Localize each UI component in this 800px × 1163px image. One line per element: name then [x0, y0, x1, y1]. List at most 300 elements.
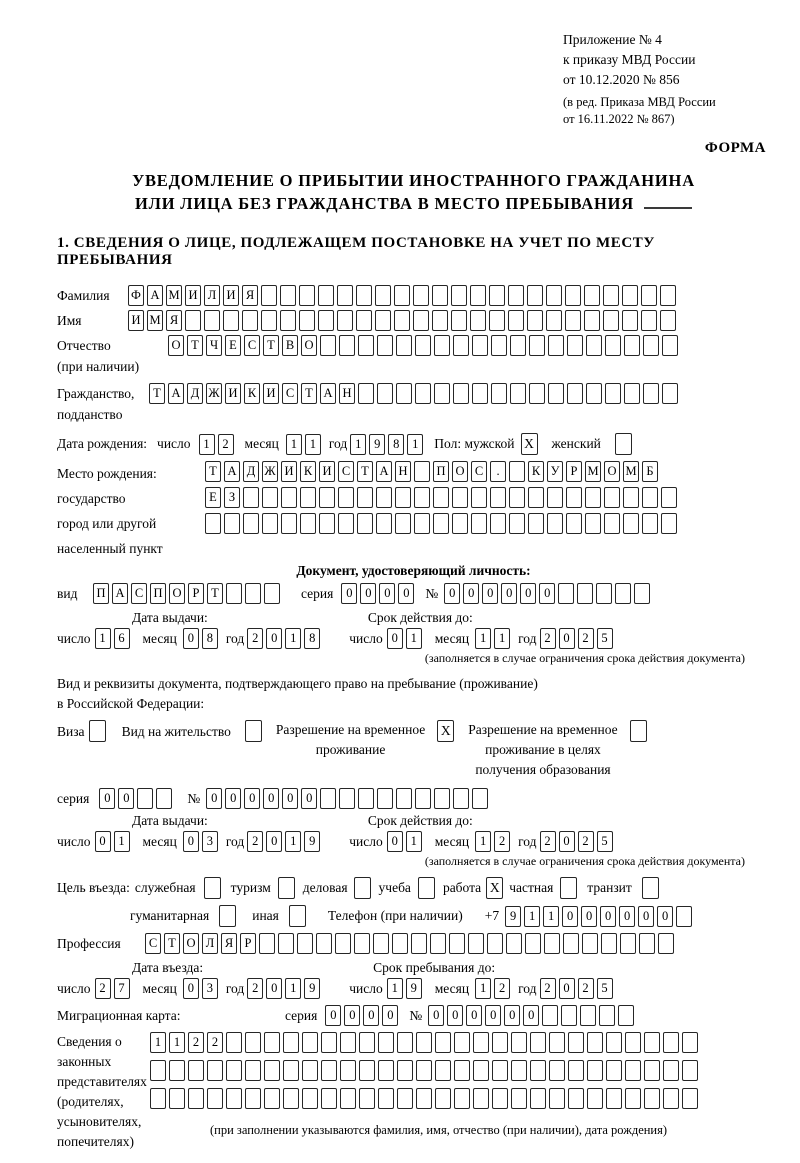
char-box[interactable]: К	[528, 461, 544, 482]
char-box[interactable]: 0	[379, 583, 395, 604]
char-box[interactable]	[430, 933, 446, 954]
char-box[interactable]: М	[585, 461, 601, 482]
char-box[interactable]: 9	[304, 978, 320, 999]
char-box[interactable]	[376, 513, 392, 534]
char-box[interactable]	[264, 1060, 280, 1081]
char-box[interactable]	[337, 285, 353, 306]
char-box[interactable]	[509, 513, 525, 534]
char-box[interactable]	[606, 1060, 622, 1081]
char-box[interactable]	[357, 487, 373, 508]
char-box[interactable]: 9	[369, 434, 385, 455]
char-box[interactable]	[623, 487, 639, 508]
char-box[interactable]	[414, 513, 430, 534]
char-box[interactable]	[492, 1032, 508, 1053]
char-box[interactable]	[565, 285, 581, 306]
char-box[interactable]	[525, 933, 541, 954]
char-box[interactable]: 0	[466, 1005, 482, 1026]
patronymic-field[interactable]	[168, 335, 681, 356]
char-box[interactable]	[339, 788, 355, 809]
char-box[interactable]	[432, 285, 448, 306]
char-box[interactable]	[587, 1088, 603, 1109]
char-box[interactable]	[283, 1060, 299, 1081]
char-box[interactable]	[676, 906, 692, 927]
char-box[interactable]	[434, 335, 450, 356]
char-box[interactable]: 7	[114, 978, 130, 999]
char-box[interactable]	[338, 513, 354, 534]
char-box[interactable]	[565, 310, 581, 331]
sex-female-checkbox[interactable]	[615, 433, 632, 455]
char-box[interactable]: 0	[360, 583, 376, 604]
char-box[interactable]: Д	[187, 383, 203, 404]
char-box[interactable]: 0	[428, 1005, 444, 1026]
char-box[interactable]	[359, 1088, 375, 1109]
char-box[interactable]: 1	[475, 978, 491, 999]
birthplace-field-row3[interactable]	[205, 513, 680, 534]
doc-number-field[interactable]	[444, 583, 653, 604]
char-box[interactable]	[280, 310, 296, 331]
char-box[interactable]	[510, 383, 526, 404]
char-box[interactable]	[397, 1032, 413, 1053]
char-box[interactable]: Ч	[206, 335, 222, 356]
char-box[interactable]	[358, 335, 374, 356]
char-box[interactable]	[620, 933, 636, 954]
char-box[interactable]	[468, 933, 484, 954]
char-box[interactable]	[169, 1060, 185, 1081]
char-box[interactable]	[567, 383, 583, 404]
doc-valid-month-field[interactable]	[475, 628, 513, 649]
char-box[interactable]	[451, 285, 467, 306]
char-box[interactable]: 1	[475, 831, 491, 852]
migcard-series-field[interactable]	[325, 1005, 401, 1026]
char-box[interactable]	[625, 1060, 641, 1081]
char-box[interactable]	[262, 487, 278, 508]
char-box[interactable]: 2	[578, 831, 594, 852]
char-box[interactable]: 1	[285, 831, 301, 852]
char-box[interactable]	[567, 335, 583, 356]
surname-field[interactable]	[128, 285, 679, 306]
permit-valid-year-field[interactable]	[540, 831, 616, 852]
char-box[interactable]	[359, 1060, 375, 1081]
char-box[interactable]: 1	[524, 906, 540, 927]
char-box[interactable]	[375, 310, 391, 331]
char-box[interactable]	[663, 1088, 679, 1109]
char-box[interactable]	[529, 335, 545, 356]
permit-issue-month-field[interactable]	[183, 831, 221, 852]
char-box[interactable]	[604, 487, 620, 508]
char-box[interactable]	[259, 933, 275, 954]
char-box[interactable]	[453, 335, 469, 356]
char-box[interactable]	[472, 335, 488, 356]
char-box[interactable]	[416, 1060, 432, 1081]
char-box[interactable]: 0	[562, 906, 578, 927]
char-box[interactable]: 0	[520, 583, 536, 604]
char-box[interactable]: С	[131, 583, 147, 604]
char-box[interactable]	[226, 1088, 242, 1109]
char-box[interactable]	[321, 1060, 337, 1081]
char-box[interactable]	[150, 1060, 166, 1081]
char-box[interactable]: Т	[187, 335, 203, 356]
char-box[interactable]: 0	[581, 906, 597, 927]
doc-issue-month-field[interactable]	[183, 628, 221, 649]
char-box[interactable]	[599, 1005, 615, 1026]
char-box[interactable]	[625, 1088, 641, 1109]
char-box[interactable]: 0	[263, 788, 279, 809]
char-box[interactable]	[414, 461, 430, 482]
char-box[interactable]: 0	[266, 628, 282, 649]
doc-valid-day-field[interactable]	[387, 628, 425, 649]
char-box[interactable]	[509, 461, 525, 482]
char-box[interactable]	[658, 933, 674, 954]
char-box[interactable]	[454, 1088, 470, 1109]
char-box[interactable]: 0	[344, 1005, 360, 1026]
char-box[interactable]	[490, 487, 506, 508]
char-box[interactable]: 5	[597, 628, 613, 649]
temp-residence-checkbox[interactable]: X	[437, 720, 454, 742]
char-box[interactable]	[415, 788, 431, 809]
char-box[interactable]: 8	[388, 434, 404, 455]
char-box[interactable]: Л	[204, 285, 220, 306]
char-box[interactable]	[224, 513, 240, 534]
char-box[interactable]: 0	[482, 583, 498, 604]
char-box[interactable]: Я	[166, 310, 182, 331]
char-box[interactable]: 1	[169, 1032, 185, 1053]
char-box[interactable]: 2	[540, 628, 556, 649]
char-box[interactable]	[283, 1032, 299, 1053]
char-box[interactable]	[435, 1088, 451, 1109]
char-box[interactable]	[434, 383, 450, 404]
char-box[interactable]	[415, 383, 431, 404]
char-box[interactable]	[452, 487, 468, 508]
char-box[interactable]	[321, 1088, 337, 1109]
char-box[interactable]: Ф	[128, 285, 144, 306]
char-box[interactable]	[506, 933, 522, 954]
temp-residence-edu-checkbox[interactable]	[630, 720, 647, 742]
char-box[interactable]	[454, 1060, 470, 1081]
purpose-other-checkbox[interactable]	[289, 905, 306, 927]
char-box[interactable]	[377, 788, 393, 809]
char-box[interactable]	[434, 788, 450, 809]
char-box[interactable]: Ж	[206, 383, 222, 404]
char-box[interactable]	[548, 335, 564, 356]
char-box[interactable]	[137, 788, 153, 809]
char-box[interactable]	[624, 335, 640, 356]
char-box[interactable]	[414, 487, 430, 508]
char-box[interactable]: Я	[242, 285, 258, 306]
char-box[interactable]: Н	[395, 461, 411, 482]
char-box[interactable]	[451, 310, 467, 331]
char-box[interactable]: Н	[339, 383, 355, 404]
char-box[interactable]	[634, 583, 650, 604]
char-box[interactable]: 0	[341, 583, 357, 604]
char-box[interactable]: 0	[638, 906, 654, 927]
char-box[interactable]: 8	[304, 628, 320, 649]
char-box[interactable]: 3	[202, 831, 218, 852]
char-box[interactable]: 0	[225, 788, 241, 809]
char-box[interactable]	[278, 933, 294, 954]
char-box[interactable]	[319, 487, 335, 508]
char-box[interactable]: 0	[387, 628, 403, 649]
char-box[interactable]	[549, 1060, 565, 1081]
char-box[interactable]: 0	[266, 978, 282, 999]
char-box[interactable]: Я	[221, 933, 237, 954]
char-box[interactable]	[663, 1060, 679, 1081]
char-box[interactable]	[226, 583, 242, 604]
char-box[interactable]	[205, 513, 221, 534]
char-box[interactable]	[377, 335, 393, 356]
char-box[interactable]	[453, 788, 469, 809]
char-box[interactable]	[566, 513, 582, 534]
char-box[interactable]	[454, 1032, 470, 1053]
char-box[interactable]	[320, 335, 336, 356]
char-box[interactable]	[509, 487, 525, 508]
char-box[interactable]	[547, 513, 563, 534]
stay-day-field[interactable]	[387, 978, 425, 999]
char-box[interactable]	[188, 1088, 204, 1109]
char-box[interactable]	[226, 1060, 242, 1081]
char-box[interactable]	[549, 1032, 565, 1053]
char-box[interactable]	[302, 1088, 318, 1109]
char-box[interactable]: 1	[199, 434, 215, 455]
char-box[interactable]	[449, 933, 465, 954]
char-box[interactable]	[396, 335, 412, 356]
char-box[interactable]	[487, 933, 503, 954]
char-box[interactable]	[318, 310, 334, 331]
char-box[interactable]: О	[604, 461, 620, 482]
char-box[interactable]: С	[338, 461, 354, 482]
char-box[interactable]: 1	[387, 978, 403, 999]
char-box[interactable]: Л	[202, 933, 218, 954]
char-box[interactable]	[641, 310, 657, 331]
char-box[interactable]	[568, 1032, 584, 1053]
char-box[interactable]	[568, 1088, 584, 1109]
char-box[interactable]	[530, 1088, 546, 1109]
char-box[interactable]: Т	[357, 461, 373, 482]
char-box[interactable]: 1	[95, 628, 111, 649]
char-box[interactable]	[584, 310, 600, 331]
char-box[interactable]	[299, 310, 315, 331]
char-box[interactable]	[357, 513, 373, 534]
char-box[interactable]: И	[319, 461, 335, 482]
char-box[interactable]	[358, 788, 374, 809]
char-box[interactable]: 0	[301, 788, 317, 809]
char-box[interactable]: Р	[188, 583, 204, 604]
char-box[interactable]	[318, 285, 334, 306]
char-box[interactable]	[316, 933, 332, 954]
char-box[interactable]: 0	[447, 1005, 463, 1026]
char-box[interactable]	[544, 933, 560, 954]
char-box[interactable]	[337, 310, 353, 331]
char-box[interactable]: 0	[398, 583, 414, 604]
char-box[interactable]	[156, 788, 172, 809]
char-box[interactable]: А	[320, 383, 336, 404]
char-box[interactable]: 2	[247, 628, 263, 649]
char-box[interactable]: 1	[406, 831, 422, 852]
char-box[interactable]	[185, 310, 201, 331]
char-box[interactable]: 5	[597, 978, 613, 999]
char-box[interactable]: 0	[363, 1005, 379, 1026]
char-box[interactable]	[546, 310, 562, 331]
char-box[interactable]	[245, 1088, 261, 1109]
char-box[interactable]: Т	[263, 335, 279, 356]
char-box[interactable]	[452, 513, 468, 534]
char-box[interactable]	[150, 1088, 166, 1109]
char-box[interactable]: 0	[206, 788, 222, 809]
char-box[interactable]	[264, 583, 280, 604]
char-box[interactable]	[339, 335, 355, 356]
char-box[interactable]	[584, 285, 600, 306]
char-box[interactable]	[471, 487, 487, 508]
char-box[interactable]	[508, 285, 524, 306]
char-box[interactable]	[527, 285, 543, 306]
char-box[interactable]: 2	[207, 1032, 223, 1053]
char-box[interactable]	[373, 933, 389, 954]
char-box[interactable]: 0	[387, 831, 403, 852]
birthplace-field-row1[interactable]	[205, 461, 680, 482]
char-box[interactable]	[661, 487, 677, 508]
char-box[interactable]	[395, 513, 411, 534]
char-box[interactable]: С	[282, 383, 298, 404]
char-box[interactable]: А	[168, 383, 184, 404]
char-box[interactable]: 0	[118, 788, 134, 809]
char-box[interactable]: Т	[205, 461, 221, 482]
char-box[interactable]	[682, 1060, 698, 1081]
char-box[interactable]	[660, 310, 676, 331]
char-box[interactable]: Т	[149, 383, 165, 404]
char-box[interactable]	[529, 383, 545, 404]
char-box[interactable]	[508, 310, 524, 331]
char-box[interactable]: 1	[543, 906, 559, 927]
char-box[interactable]	[470, 285, 486, 306]
char-box[interactable]	[489, 285, 505, 306]
char-box[interactable]: 5	[597, 831, 613, 852]
char-box[interactable]	[547, 487, 563, 508]
char-box[interactable]	[281, 513, 297, 534]
char-box[interactable]	[245, 1060, 261, 1081]
char-box[interactable]	[530, 1060, 546, 1081]
doc-issue-day-field[interactable]	[95, 628, 133, 649]
visa-checkbox[interactable]	[89, 720, 106, 742]
char-box[interactable]: С	[471, 461, 487, 482]
char-box[interactable]	[394, 310, 410, 331]
char-box[interactable]: 0	[501, 583, 517, 604]
char-box[interactable]: 0	[183, 628, 199, 649]
char-box[interactable]: И	[263, 383, 279, 404]
given-name-field[interactable]	[128, 310, 679, 331]
char-box[interactable]: 0	[559, 628, 575, 649]
char-box[interactable]	[542, 1005, 558, 1026]
char-box[interactable]	[413, 285, 429, 306]
doc-series-field[interactable]	[341, 583, 417, 604]
char-box[interactable]	[489, 310, 505, 331]
char-box[interactable]	[622, 310, 638, 331]
char-box[interactable]	[577, 583, 593, 604]
char-box[interactable]	[663, 1032, 679, 1053]
char-box[interactable]: А	[112, 583, 128, 604]
char-box[interactable]	[396, 383, 412, 404]
char-box[interactable]	[606, 1088, 622, 1109]
char-box[interactable]: 3	[202, 978, 218, 999]
char-box[interactable]: 1	[305, 434, 321, 455]
phone-field[interactable]	[505, 906, 695, 927]
char-box[interactable]: П	[433, 461, 449, 482]
char-box[interactable]	[261, 285, 277, 306]
char-box[interactable]: О	[169, 583, 185, 604]
permit-number-field[interactable]	[206, 788, 491, 809]
char-box[interactable]	[641, 285, 657, 306]
entry-month-field[interactable]	[183, 978, 221, 999]
char-box[interactable]: 1	[285, 628, 301, 649]
char-box[interactable]: 0	[282, 788, 298, 809]
stay-month-field[interactable]	[475, 978, 513, 999]
sex-male-checkbox[interactable]: X	[521, 433, 538, 455]
char-box[interactable]: И	[225, 383, 241, 404]
char-box[interactable]	[375, 285, 391, 306]
purpose-official-checkbox[interactable]	[204, 877, 221, 899]
char-box[interactable]	[207, 1060, 223, 1081]
char-box[interactable]	[492, 1060, 508, 1081]
char-box[interactable]: 1	[350, 434, 366, 455]
doc-kind-field[interactable]	[93, 583, 283, 604]
char-box[interactable]	[340, 1088, 356, 1109]
representatives-field-row2[interactable]	[150, 1060, 701, 1081]
char-box[interactable]: 1	[407, 434, 423, 455]
char-box[interactable]	[261, 310, 277, 331]
char-box[interactable]: 0	[657, 906, 673, 927]
char-box[interactable]	[566, 487, 582, 508]
char-box[interactable]: М	[623, 461, 639, 482]
char-box[interactable]: 0	[539, 583, 555, 604]
char-box[interactable]	[359, 1032, 375, 1053]
char-box[interactable]	[264, 1032, 280, 1053]
char-box[interactable]	[586, 383, 602, 404]
char-box[interactable]	[661, 513, 677, 534]
char-box[interactable]: 1	[494, 628, 510, 649]
char-box[interactable]	[397, 1088, 413, 1109]
char-box[interactable]	[356, 310, 372, 331]
char-box[interactable]	[491, 335, 507, 356]
char-box[interactable]	[245, 583, 261, 604]
stay-year-field[interactable]	[540, 978, 616, 999]
char-box[interactable]	[643, 383, 659, 404]
char-box[interactable]	[435, 1060, 451, 1081]
char-box[interactable]	[281, 487, 297, 508]
char-box[interactable]	[416, 1088, 432, 1109]
char-box[interactable]: Т	[207, 583, 223, 604]
char-box[interactable]	[376, 487, 392, 508]
char-box[interactable]	[413, 310, 429, 331]
char-box[interactable]	[511, 1032, 527, 1053]
char-box[interactable]: З	[224, 487, 240, 508]
purpose-tourism-checkbox[interactable]	[278, 877, 295, 899]
char-box[interactable]: М	[166, 285, 182, 306]
char-box[interactable]	[433, 487, 449, 508]
char-box[interactable]	[582, 933, 598, 954]
char-box[interactable]	[300, 487, 316, 508]
char-box[interactable]: И	[281, 461, 297, 482]
char-box[interactable]: 1	[406, 628, 422, 649]
char-box[interactable]	[472, 383, 488, 404]
char-box[interactable]: 1	[475, 628, 491, 649]
char-box[interactable]	[586, 335, 602, 356]
char-box[interactable]: О	[452, 461, 468, 482]
char-box[interactable]	[397, 1060, 413, 1081]
char-box[interactable]: В	[282, 335, 298, 356]
char-box[interactable]	[356, 285, 372, 306]
char-box[interactable]	[585, 487, 601, 508]
birth-year-field[interactable]	[350, 434, 426, 455]
char-box[interactable]	[644, 1060, 660, 1081]
char-box[interactable]: 0	[504, 1005, 520, 1026]
